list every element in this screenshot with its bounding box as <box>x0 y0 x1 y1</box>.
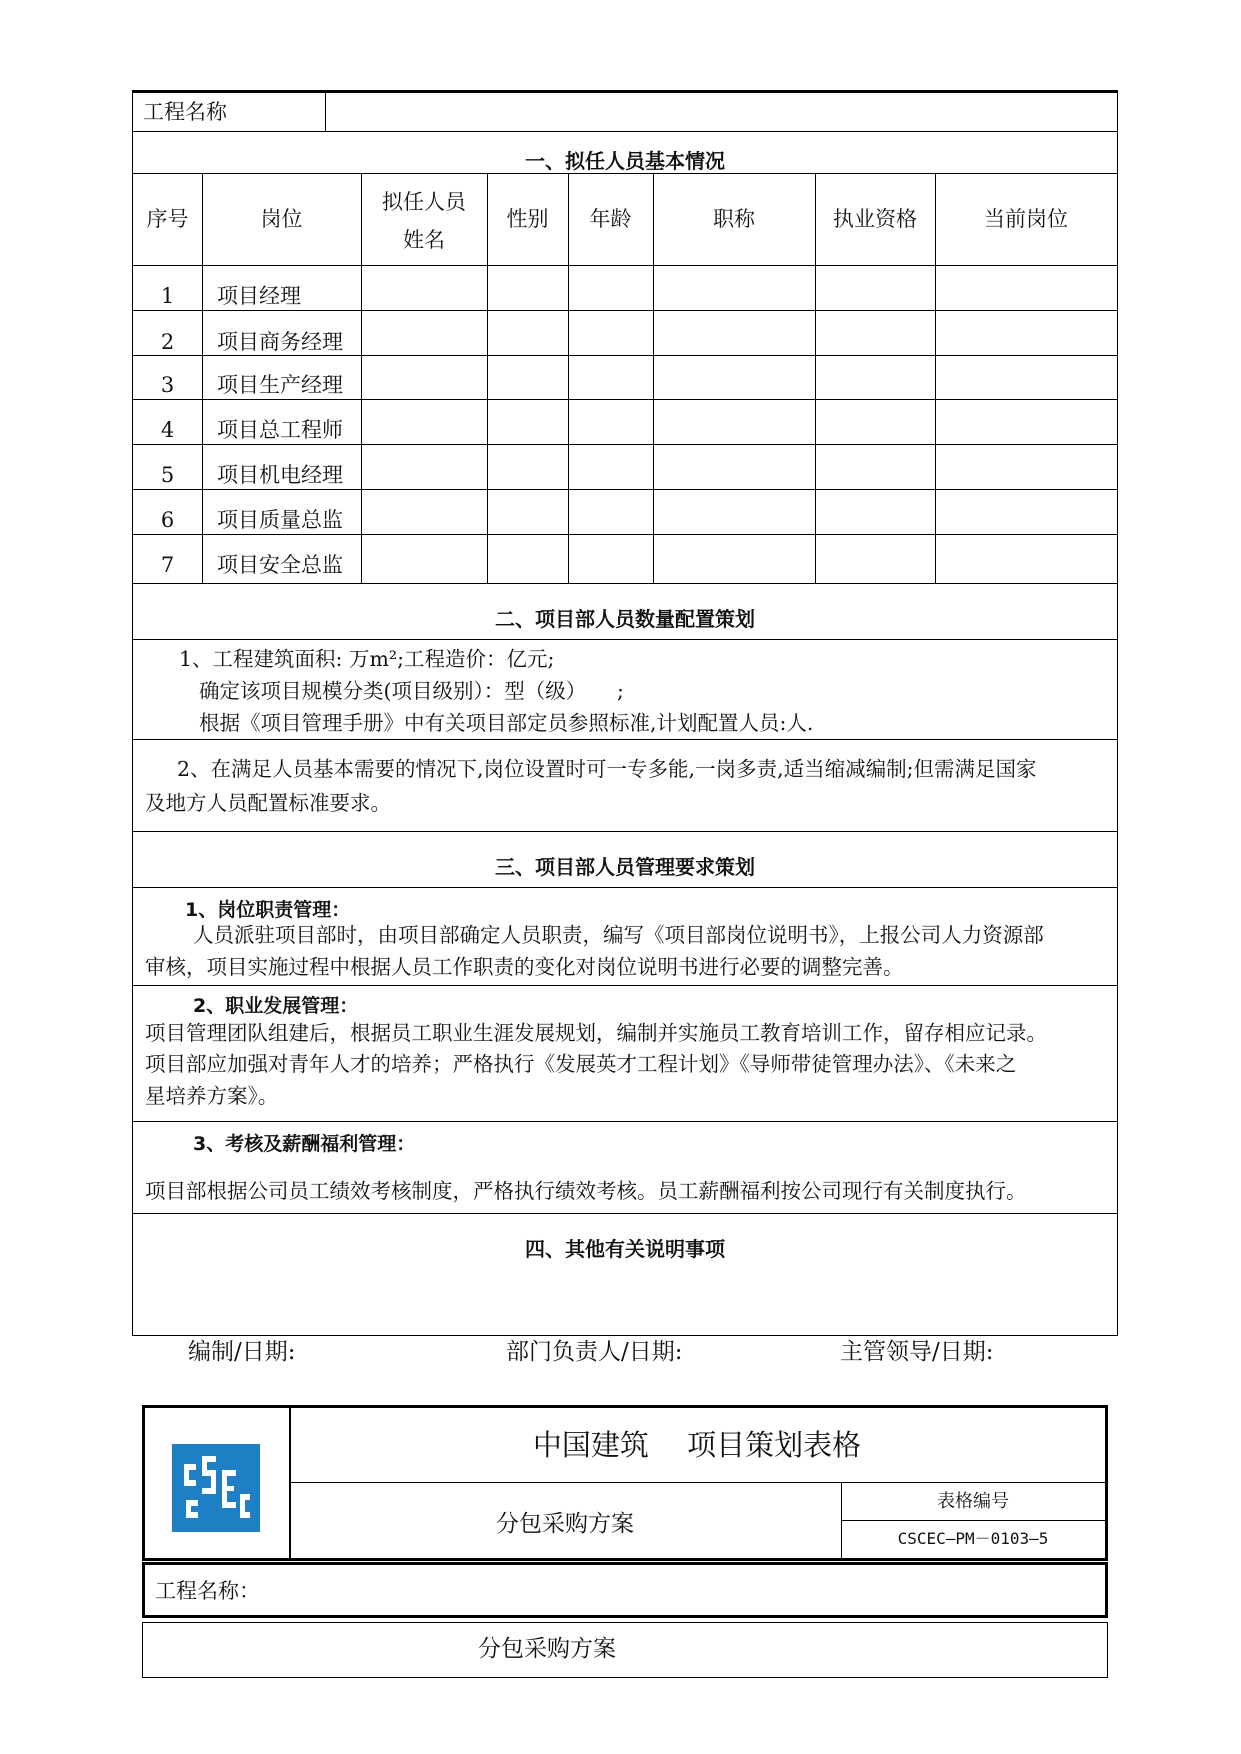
col-header-gender: 性别 <box>506 207 549 231</box>
next-form-plan-row <box>142 1622 1108 1678</box>
section3-sub1-line2: 审核，项目实施过程中根据人员工作职责的变化对岗位说明书进行必要的调整完善。 <box>145 955 904 979</box>
form-no-label: 表格编号 <box>937 1491 1009 1512</box>
leader-date-label: 主管领导/日期: <box>840 1339 994 1365</box>
project-name-label: 工程名称 <box>143 100 227 124</box>
next-form-plan-title: 分包采购方案 <box>478 1636 616 1662</box>
row-no: 4 <box>160 418 175 442</box>
section1-title: 一、拟任人员基本情况 <box>525 149 725 173</box>
col-header-position: 岗位 <box>260 207 303 231</box>
next-form-subtitle: 分包采购方案 <box>496 1511 634 1537</box>
row-position: 项目安全总监 <box>217 553 343 577</box>
section3-sub2-line2: 项目部应加强对青年人才的培养；严格执行《发展英才工程计划》《导师带徒管理办法》、《未来之 <box>145 1052 1017 1076</box>
section2-para2-line1: 2、在满足人员基本需要的情况下,岗位设置时可一专多能,一岗多责,适当缩减编制;但需满足国家 <box>177 757 1037 781</box>
cscec-logo <box>172 1444 260 1532</box>
row-position: 项目质量总监 <box>217 508 343 532</box>
row-no: 3 <box>160 373 175 397</box>
row-position: 项目商务经理 <box>217 330 343 354</box>
section3-sub2-line3: 星培养方案》。 <box>145 1084 279 1108</box>
section2-line2: 确定该项目规模分类(项目级别）：型（级） ; <box>199 679 624 703</box>
dept-head-date-label: 部门负责人/日期: <box>506 1339 683 1365</box>
col-header-no: 序号 <box>146 207 189 231</box>
section2-para2-line2: 及地方人员配置标准要求。 <box>145 791 391 815</box>
staffing-plan-form <box>132 90 1118 1336</box>
col-header-qualification: 执业资格 <box>833 207 917 231</box>
section2-line3: 根据《项目管理手册》中有关项目部定员参照标准,计划配置人员:人. <box>199 711 814 735</box>
next-form-project-name-row <box>142 1562 1108 1618</box>
col-header-candidate-line2: 姓名 <box>403 228 445 252</box>
cscec-logo-icon <box>172 1444 260 1532</box>
section3-sub1-line1: 人员派驻项目部时，由项目部确定人员职责，编写《项目部岗位说明书》，上报公司人力资源部 <box>193 923 1044 947</box>
section2-line1: 1、工程建筑面积: 万m²;工程造价：亿元; <box>179 647 555 671</box>
section3-sub1-title: 1、岗位职责管理： <box>185 899 351 921</box>
section3-sub2-line1: 项目管理团队组建后，根据员工职业生涯发展规划，编制并实施员工教育培训工作，留存相应记录。 <box>145 1021 1047 1045</box>
section3-sub2-title: 2、职业发展管理： <box>193 995 359 1017</box>
row-no: 7 <box>160 553 175 577</box>
section3-sub3-title: 3、考核及薪酬福利管理： <box>193 1133 416 1155</box>
row-position: 项目生产经理 <box>217 373 343 397</box>
col-header-candidate-line1: 拟任人员 <box>382 190 466 214</box>
next-form-title: 中国建筑 项目策划表格 <box>532 1428 862 1462</box>
row-position: 项目总工程师 <box>217 418 343 442</box>
col-header-title: 职称 <box>713 207 755 231</box>
next-form-header <box>142 1405 1108 1561</box>
section2-title: 二、项目部人员数量配置策划 <box>495 607 755 631</box>
row-no: 6 <box>160 508 175 532</box>
row-position: 项目经理 <box>217 284 301 308</box>
section4-title: 四、其他有关说明事项 <box>525 1237 725 1261</box>
section3-sub3-line1: 项目部根据公司员工绩效考核制度，严格执行绩效考核。员工薪酬福利按公司现行有关制度执行。 <box>145 1179 1027 1203</box>
col-header-age: 年龄 <box>589 207 632 231</box>
next-form-project-name-label: 工程名称： <box>155 1579 260 1603</box>
row-no: 1 <box>160 284 175 308</box>
col-header-current-post: 当前岗位 <box>984 207 1068 231</box>
prepared-by-date-label: 编制/日期: <box>188 1339 296 1365</box>
project-name-field[interactable] <box>327 93 1115 131</box>
row-no: 2 <box>160 330 175 354</box>
row-no: 5 <box>160 463 175 487</box>
row-position: 项目机电经理 <box>217 463 343 487</box>
form-no-value: CSCEC—PM－0103—5 <box>897 1529 1049 1548</box>
section3-title: 三、项目部人员管理要求策划 <box>495 855 755 879</box>
